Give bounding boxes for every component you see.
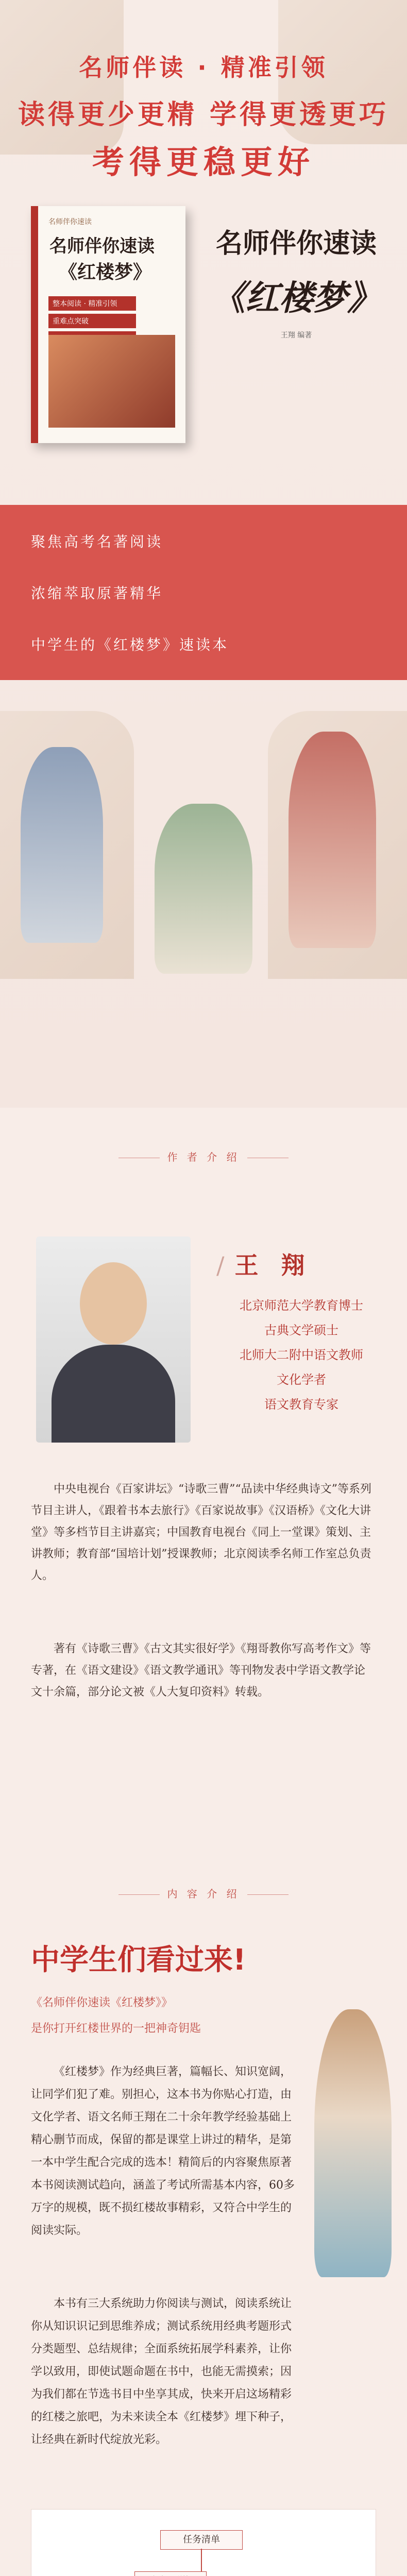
author-description-1: 中央电视台《百家讲坛》“诗歌三曹”“品读中华经典诗文”等系列节目主讲人，《跟着书本去旅行》《百家说故事》《汉语桥》《文化大讲堂》等多档节目主讲嘉宾；中国教育电视台《同上一堂课》策划、主讲教师；教育部“国培计划”授课教师；北京阅读季名师工作室总负责人。 — [31, 1483, 371, 1582]
content-paragraph-2: 本书有三大系统助力你阅读与测试，阅读系统让你从知识识记到思维养成；测试系统用经典考题形式分类题型、总结规律；全面系统拓展学科素养，让你学以致用，即使试题命题在书中，也能无需摸索；因为我们都在节选书目中坐享其成，快来开启这场精彩的红楼之旅吧，为未来读全本《红楼梦》埋下种子，让经典在新时代绽放光彩。 — [31, 2297, 292, 2446]
feature-box — [0, 505, 407, 680]
book-title: 名师伴你速读 — [49, 236, 155, 257]
book-tag: 重难点突破 — [48, 314, 136, 328]
hero-title-sub: 《红楼梦》 — [211, 278, 381, 318]
author-role: 古典文学硕士 — [264, 1323, 338, 1337]
author-role: 文化学者 — [277, 1372, 326, 1387]
book-illustration — [48, 335, 175, 428]
author-section-heading: 作 者 介 绍 — [0, 1149, 407, 1164]
illustration-lady-right — [314, 2009, 392, 2277]
author-roles — [216, 1293, 386, 1417]
feature-line: 聚焦高考名著阅读 — [31, 533, 163, 550]
hero-author-credit: 王翔 编著 — [280, 331, 312, 340]
content-quote-1: 《名师伴你速读《红楼梦》》 — [31, 1996, 173, 2009]
content-section-heading: 内 容 介 绍 — [0, 1886, 407, 1901]
author-role: 北师大二附中语文教师 — [240, 1348, 363, 1362]
feature-line: 浓缩萃取原著精华 — [31, 585, 163, 602]
book-brand: 名师伴你速读 — [48, 218, 92, 226]
book-subtitle: 《红楼梦》 — [59, 261, 152, 283]
illustration-figure-right — [289, 732, 376, 948]
illustration-figure-center — [155, 804, 252, 974]
slogan-line-2: 读得更少更精 学得更透更巧 — [18, 99, 389, 130]
author-name: / 王 翔 — [216, 1247, 312, 1281]
flow-node-item — [134, 2571, 207, 2576]
content-big-title: 中学生们看过来! — [31, 1943, 246, 1977]
flow-node-center: 任务清单 — [160, 2530, 243, 2550]
content-paragraph-1: 《红楼梦》作为经典巨著，篇幅长、知识宽阔，让同学们犯了难。别担心，这本书为你贴心打造，由文化学者、语文名师王翔在二十余年教学经验基础上精心删节而成，保留的都是课堂上讲过的精华，是第一本中学生配合完成的选本！精简后的内容聚焦原著本书阅读测试趋向，涵盖了考试所需基本内容，60多万字的规模，既不损红楼故事精彩，又符合中学生的阅读实际。 — [31, 2065, 295, 2237]
author-photo — [36, 1236, 191, 1443]
content-quote-2: 是你打开红楼世界的一把神奇钥匙 — [31, 2022, 201, 2035]
author-role: 语文教育专家 — [264, 1397, 338, 1412]
illustration-figure-left — [21, 747, 103, 943]
author-section — [0, 1108, 407, 1855]
task-module-diagram — [31, 2509, 376, 2576]
hero-title-main: 名师伴你速读 — [215, 228, 377, 259]
book-tag: 整本阅读 · 精准引领 — [48, 296, 136, 311]
hero-title-block — [191, 222, 402, 340]
book-cover — [31, 206, 185, 443]
slogan-line-3: 考得更稳更好 — [92, 143, 315, 181]
content-section — [0, 1855, 407, 2576]
author-role: 北京师范大学教育博士 — [240, 1298, 363, 1313]
slogan-line-1: 名师伴读 · 精准引领 — [79, 54, 328, 81]
author-description-2: 著有《诗歌三曹》《古文其实很好学》《翔哥教你写高考作文》等专著，在《语文建设》《语文教学通讯》等刊物发表中学语文教学论文十余篇，部分论文被《人大复印资料》转载。 — [31, 1642, 371, 1699]
feature-line: 中学生的《红楼梦》速读本 — [31, 636, 229, 653]
hero-section — [0, 0, 407, 1108]
